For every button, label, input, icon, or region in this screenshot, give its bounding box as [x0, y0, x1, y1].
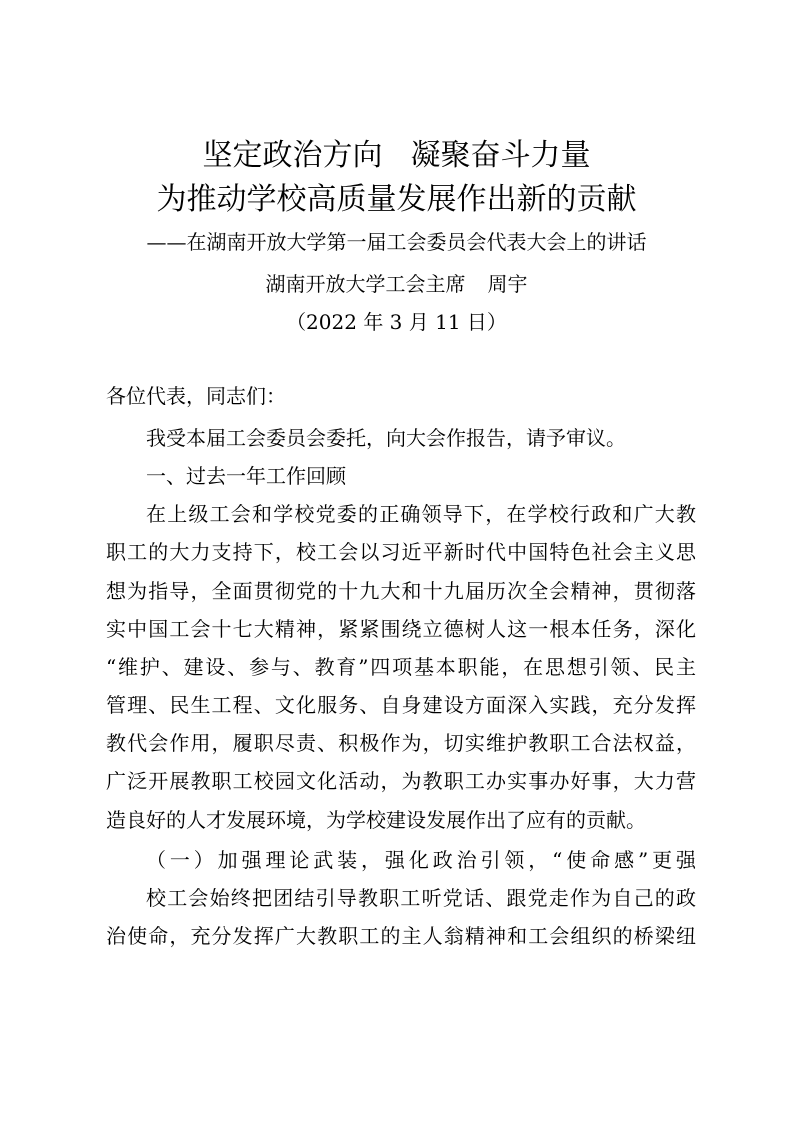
paragraph-line: 职工的大力支持下，校工会以习近平新时代中国特色社会主义思 — [106, 540, 696, 564]
paragraph-line: 在上级工会和学校党委的正确领导下，在学校行政和广大教 — [146, 502, 696, 526]
author-line — [0, 270, 793, 298]
paragraph-line: 想为指导，全面贯彻党的十九大和十九届历次全会精神，贯彻落 — [106, 579, 696, 603]
paragraph-line: 造良好的人才发展环境，为学校建设发展作出了应有的贡献。 — [106, 808, 646, 832]
title-part-2: 凝聚奋斗力量 — [410, 138, 591, 173]
section-heading: 一、过去一年工作回顾 — [146, 464, 346, 488]
title-line-2: 为推动学校高质量发展作出新的贡献 — [156, 182, 637, 217]
paragraph-line: “维护、建设、参与、教育”四项基本职能，在思想引领、民主 — [106, 655, 696, 679]
subtitle: ——在湖南开放大学第一届工会委员会代表大会上的讲话 — [146, 230, 647, 254]
paragraph-line: 管理、民生工程、文化服务、自身建设方面深入实践，充分发挥 — [106, 693, 696, 717]
paragraph-line: 教代会作用，履职尽责、积极作为，切实维护教职工合法权益， — [106, 731, 696, 755]
title-line-1 — [0, 138, 793, 174]
paragraph-line: 实中国工会十七大精神，紧紧围绕立德树人这一根本任务，深化 — [106, 617, 696, 641]
subsection-heading: （一）加强理论武装，强化政治引领，“使命感”更强 — [146, 848, 696, 872]
salutation: 各位代表，同志们： — [106, 384, 286, 408]
date-line: （2022 年 3 月 11 日） — [286, 310, 507, 334]
author-role: 湖南开放大学工会主席 — [265, 272, 466, 296]
paragraph-line: 广泛开展教职工校园文化活动，为教职工办实事办好事，大力营 — [106, 769, 696, 793]
paragraph-line: 校工会始终把团结引导教职工听党话、跟党走作为自己的政 — [146, 886, 696, 910]
author-name: 周宇 — [487, 272, 528, 296]
title-part-1: 坚定政治方向 — [202, 138, 383, 173]
paragraph-line: 治使命，充分发挥广大教职工的主人翁精神和工会组织的桥梁纽 — [106, 924, 696, 948]
intro-paragraph: 我受本届工会委员会委托，向大会作报告，请予审议。 — [146, 426, 626, 450]
